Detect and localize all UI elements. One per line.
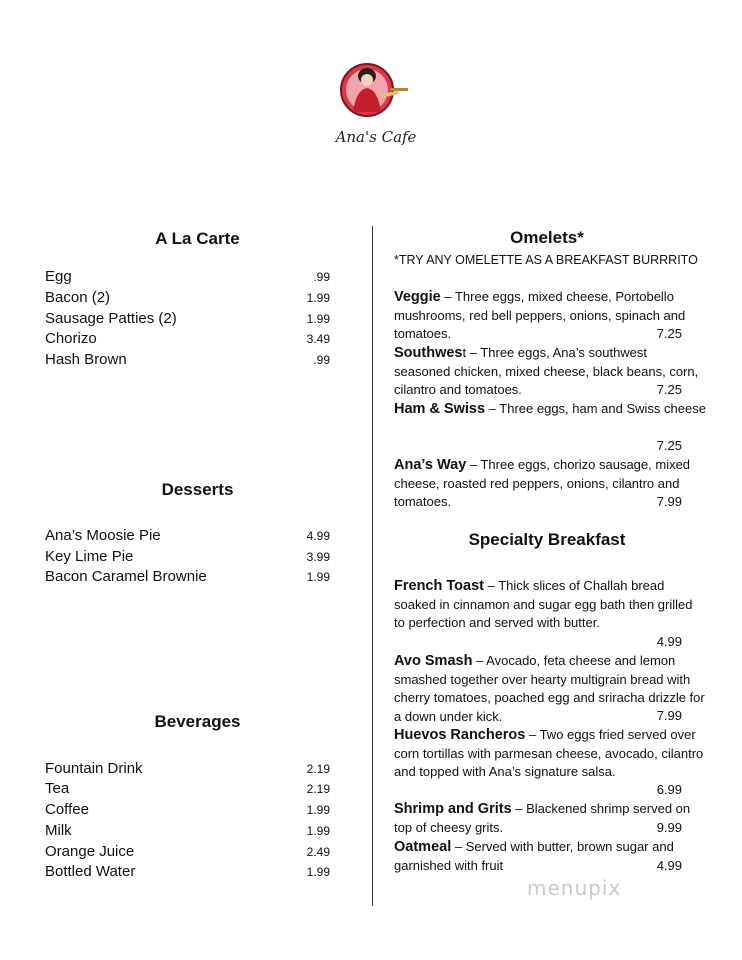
- logo-name: Ana's Cafe: [335, 128, 417, 146]
- entry-price: 6.99: [656, 782, 682, 797]
- entry-price: 4.99: [656, 634, 682, 649]
- entry-name: Southwes: [394, 345, 463, 361]
- entry-name: Huevos Rancheros: [394, 727, 526, 743]
- menu-item: [45, 330, 330, 351]
- menu-item: [45, 268, 330, 289]
- menu-item: [45, 760, 330, 781]
- item-price: 2.19: [306, 782, 330, 796]
- item-name: Key Lime Pie: [45, 548, 134, 565]
- entry-price: 4.99: [656, 858, 682, 873]
- item-name: Fountain Drink: [45, 760, 143, 777]
- omelets-note: *TRY ANY OMELETTE AS A BREAKFAST BURRRITO: [394, 253, 698, 267]
- item-name: Hash Brown: [45, 351, 127, 368]
- menu-item: [45, 310, 330, 331]
- specialty-title: Specialty Breakfast: [468, 530, 626, 549]
- item-name: Milk: [45, 822, 72, 839]
- entry-desc: – Served with butter, brown sugar and garnished with fruit: [394, 839, 674, 873]
- desserts-title: Desserts: [161, 480, 234, 499]
- item-name: Ana’s Moosie Pie: [45, 527, 161, 544]
- specialty-avo-smash: [394, 652, 706, 726]
- item-price: 1.99: [306, 865, 330, 879]
- entry-name: Avo Smash: [394, 653, 473, 669]
- logo-emblem: [322, 60, 426, 130]
- item-price: 3.99: [306, 550, 330, 564]
- menu-item: [45, 527, 330, 548]
- column-divider: [372, 226, 373, 906]
- item-price: 1.99: [306, 570, 330, 584]
- a-la-carte-title: A La Carte: [155, 229, 240, 248]
- entry-desc: – Three eggs, Ana’s southwest seasoned chicken, mixed cheese, black beans, corn, cilantro and tomatoes.: [394, 345, 699, 397]
- omelet-anas-way: [394, 456, 706, 512]
- entry-name: Oatmeal: [394, 839, 452, 855]
- menu-item: [45, 548, 330, 569]
- specialty-huevos-rancheros: [394, 726, 706, 797]
- entry-desc-lead: t: [462, 345, 467, 360]
- entry-desc: – Three eggs, chorizo sausage, mixed cheese, roasted red peppers, onions, cilantro and tomatoes.: [394, 457, 691, 509]
- specialty-french-toast: [394, 577, 706, 649]
- entry-desc: – Blackened shrimp served on top of cheesy grits.: [394, 801, 691, 835]
- entry-name: Ana’s Way: [394, 457, 467, 473]
- omelet-southwest: [394, 344, 706, 400]
- item-name: Orange Juice: [45, 843, 135, 860]
- entry-price: 7.25: [656, 382, 682, 397]
- item-name: Bacon Caramel Brownie: [45, 568, 207, 585]
- watermark: menupix: [527, 876, 622, 900]
- entry-name: French Toast: [394, 578, 484, 594]
- beverages-title: Beverages: [154, 712, 241, 731]
- entry-name: Shrimp and Grits: [394, 801, 512, 817]
- item-price: .99: [313, 270, 330, 284]
- entry-price: 9.99: [656, 820, 682, 835]
- item-price: 2.49: [306, 845, 330, 859]
- item-price: 4.99: [306, 529, 330, 543]
- entry-desc: – Two eggs fried served over corn tortillas with parmesan cheese, avocado, cilantro and topped with Ana’s signature salsa.: [394, 727, 704, 779]
- entry-desc: – Thick slices of Challah bread soaked in cinnamon and sugar egg bath then grilled to perfection and served with butter.: [394, 578, 693, 630]
- item-name: Bottled Water: [45, 863, 136, 880]
- entry-desc: – Three eggs, mixed cheese, Portobello mushrooms, red bell peppers, onions, spinach and tomatoes.: [394, 289, 686, 341]
- specialty-shrimp-grits: [394, 800, 706, 837]
- omelet-veggie: [394, 288, 706, 344]
- item-name: Sausage Patties (2): [45, 310, 177, 327]
- menu-item: [45, 822, 330, 843]
- entry-desc: – Avocado, feta cheese and lemon smashed together over hearty multigrain bread with cherry tomatoes, poached egg and sriracha drizzle for a down under kick.: [394, 653, 705, 724]
- item-name: Tea: [45, 780, 70, 797]
- entry-price: 7.99: [656, 494, 682, 509]
- item-price: 1.99: [306, 824, 330, 838]
- item-price: 3.49: [306, 332, 330, 346]
- item-name: Bacon (2): [45, 289, 111, 306]
- specialty-oatmeal: [394, 838, 706, 875]
- item-price: 2.19: [306, 762, 330, 776]
- menu-item: [45, 863, 330, 884]
- menu-item: [45, 351, 330, 372]
- item-name: Egg: [45, 268, 72, 285]
- item-price: 1.99: [306, 291, 330, 305]
- item-price: 1.99: [306, 803, 330, 817]
- entry-price: 7.25: [656, 326, 682, 341]
- menu-item: [45, 843, 330, 864]
- item-name: Coffee: [45, 801, 89, 818]
- menu-item: [45, 780, 330, 801]
- omelets-title: Omelets*: [510, 228, 584, 247]
- entry-name: Veggie: [394, 289, 441, 305]
- menu-item: [45, 568, 330, 589]
- item-price: .99: [313, 353, 330, 367]
- item-price: 1.99: [306, 312, 330, 326]
- omelet-ham-swiss: [394, 400, 706, 453]
- entry-name: Ham & Swiss: [394, 401, 486, 417]
- item-name: Chorizo: [45, 330, 97, 347]
- entry-desc: – Three eggs, ham and Swiss cheese: [485, 401, 706, 416]
- entry-price: 7.99: [656, 708, 682, 723]
- menu-item: [45, 289, 330, 310]
- menu-item: [45, 801, 330, 822]
- entry-price: 7.25: [656, 438, 682, 453]
